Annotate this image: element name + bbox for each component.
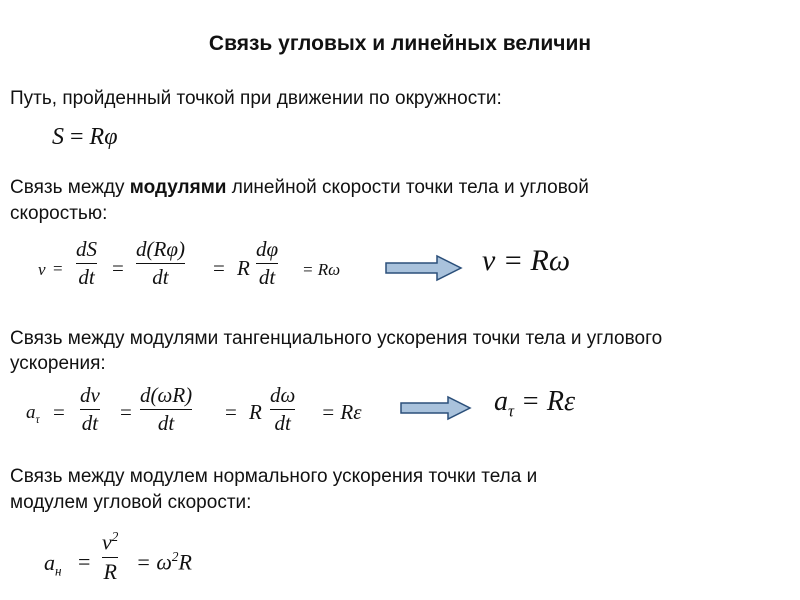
tangential-result-sub: τ <box>508 401 515 421</box>
velocity-r: R <box>237 256 250 280</box>
velocity-arrow-icon <box>385 254 463 282</box>
velocity-text-bold: модулями <box>129 177 227 198</box>
tangential-eq-3: = <box>225 400 237 424</box>
normal-frac <box>102 530 118 584</box>
tangential-result-base: a <box>494 386 508 417</box>
normal-frac-num-base: v <box>102 529 112 555</box>
velocity-text <box>10 175 589 201</box>
path-formula <box>52 124 117 151</box>
path-formula-eq: = <box>70 124 84 150</box>
velocity-frac-2-den: dt <box>152 265 169 290</box>
velocity-frac-3-bar <box>256 263 278 264</box>
velocity-frac-2 <box>136 238 185 289</box>
tangential-r: R <box>249 400 262 424</box>
tangential-arrow-icon <box>400 395 472 421</box>
velocity-frac-1 <box>76 238 97 289</box>
tangential-frac-1-den: dt <box>81 411 99 436</box>
velocity-text-c: линейной скорости точки тела и угловой <box>226 177 589 198</box>
velocity-text-a: Связь между <box>10 177 130 198</box>
tangential-lhs-sub: τ <box>35 413 40 426</box>
normal-lhs-base: a <box>44 550 55 575</box>
tangential-frac-3-den: dt <box>274 411 291 436</box>
velocity-frac-2-bar <box>136 263 185 264</box>
normal-rhs <box>136 549 192 575</box>
tangential-frac-2-bar <box>140 409 192 410</box>
velocity-lhs: v <box>38 260 46 279</box>
slide-title: Связь угловых и линейных величин <box>208 32 592 55</box>
velocity-frac-3 <box>256 238 278 289</box>
velocity-frac-1-bar <box>76 263 97 264</box>
tangential-text: Связь между модулями тангенциального ускорения точки тела и углового <box>10 328 663 349</box>
velocity-result: v = Rω <box>482 244 571 277</box>
normal-frac-num-sup: 2 <box>111 529 119 544</box>
tangential-frac-1-bar <box>80 409 100 410</box>
velocity-frac-2-num: d(Rφ) <box>136 237 185 261</box>
tangential-frac-1-num: dv <box>80 383 100 407</box>
velocity-frac-3-den: dt <box>258 265 276 290</box>
normal-frac-num <box>102 530 118 555</box>
tangential-frac-1 <box>80 384 100 435</box>
normal-rhs-sup: 2 <box>171 549 179 564</box>
tangential-eq-1: = <box>53 400 65 424</box>
tangential-frac-3-bar <box>270 409 295 410</box>
tangential-eq-2: = <box>120 400 132 424</box>
tangential-lhs <box>26 402 40 426</box>
velocity-frac-3-num: dφ <box>256 237 279 261</box>
normal-rhs-b: R <box>178 549 192 575</box>
tangential-lhs-base: a <box>26 402 36 423</box>
normal-lhs <box>44 550 62 579</box>
tangential-frac-3-num: dω <box>270 383 296 407</box>
velocity-frac-1-num: dS <box>76 237 97 261</box>
velocity-eq-2: = <box>112 256 124 280</box>
velocity-eq-1: = <box>53 259 63 278</box>
tangential-frac-2-den: dt <box>157 411 175 436</box>
tangential-result-rhs: = Rε <box>521 386 576 417</box>
normal-text: Связь между модулем нормального ускорения точки тела и <box>10 466 538 487</box>
path-formula-rhs: Rφ <box>89 124 118 150</box>
velocity-eq-3: = <box>213 256 225 280</box>
velocity-text-line2: скоростью: <box>10 203 108 224</box>
normal-eq-1: = <box>78 549 91 574</box>
tangential-frac-3 <box>270 384 295 435</box>
tangential-text-line2: ускорения: <box>10 353 106 374</box>
normal-text-line2: модулем угловой скорости: <box>10 492 252 513</box>
normal-lhs-sub: н <box>55 563 62 579</box>
velocity-tail: = Rω <box>302 260 341 279</box>
normal-frac-den: R <box>103 558 117 584</box>
tangential-tail: = Rε <box>321 400 362 424</box>
path-formula-lhs: S <box>52 124 64 150</box>
velocity-frac-1-den: dt <box>78 265 95 290</box>
tangential-frac-2 <box>140 384 192 435</box>
path-text: Путь, пройденный точкой при движении по окружности: <box>10 88 502 109</box>
normal-frac-bar <box>102 557 118 558</box>
normal-rhs-a: = ω <box>136 549 172 575</box>
tangential-result <box>494 386 575 422</box>
tangential-frac-2-num: d(ωR) <box>140 383 193 407</box>
